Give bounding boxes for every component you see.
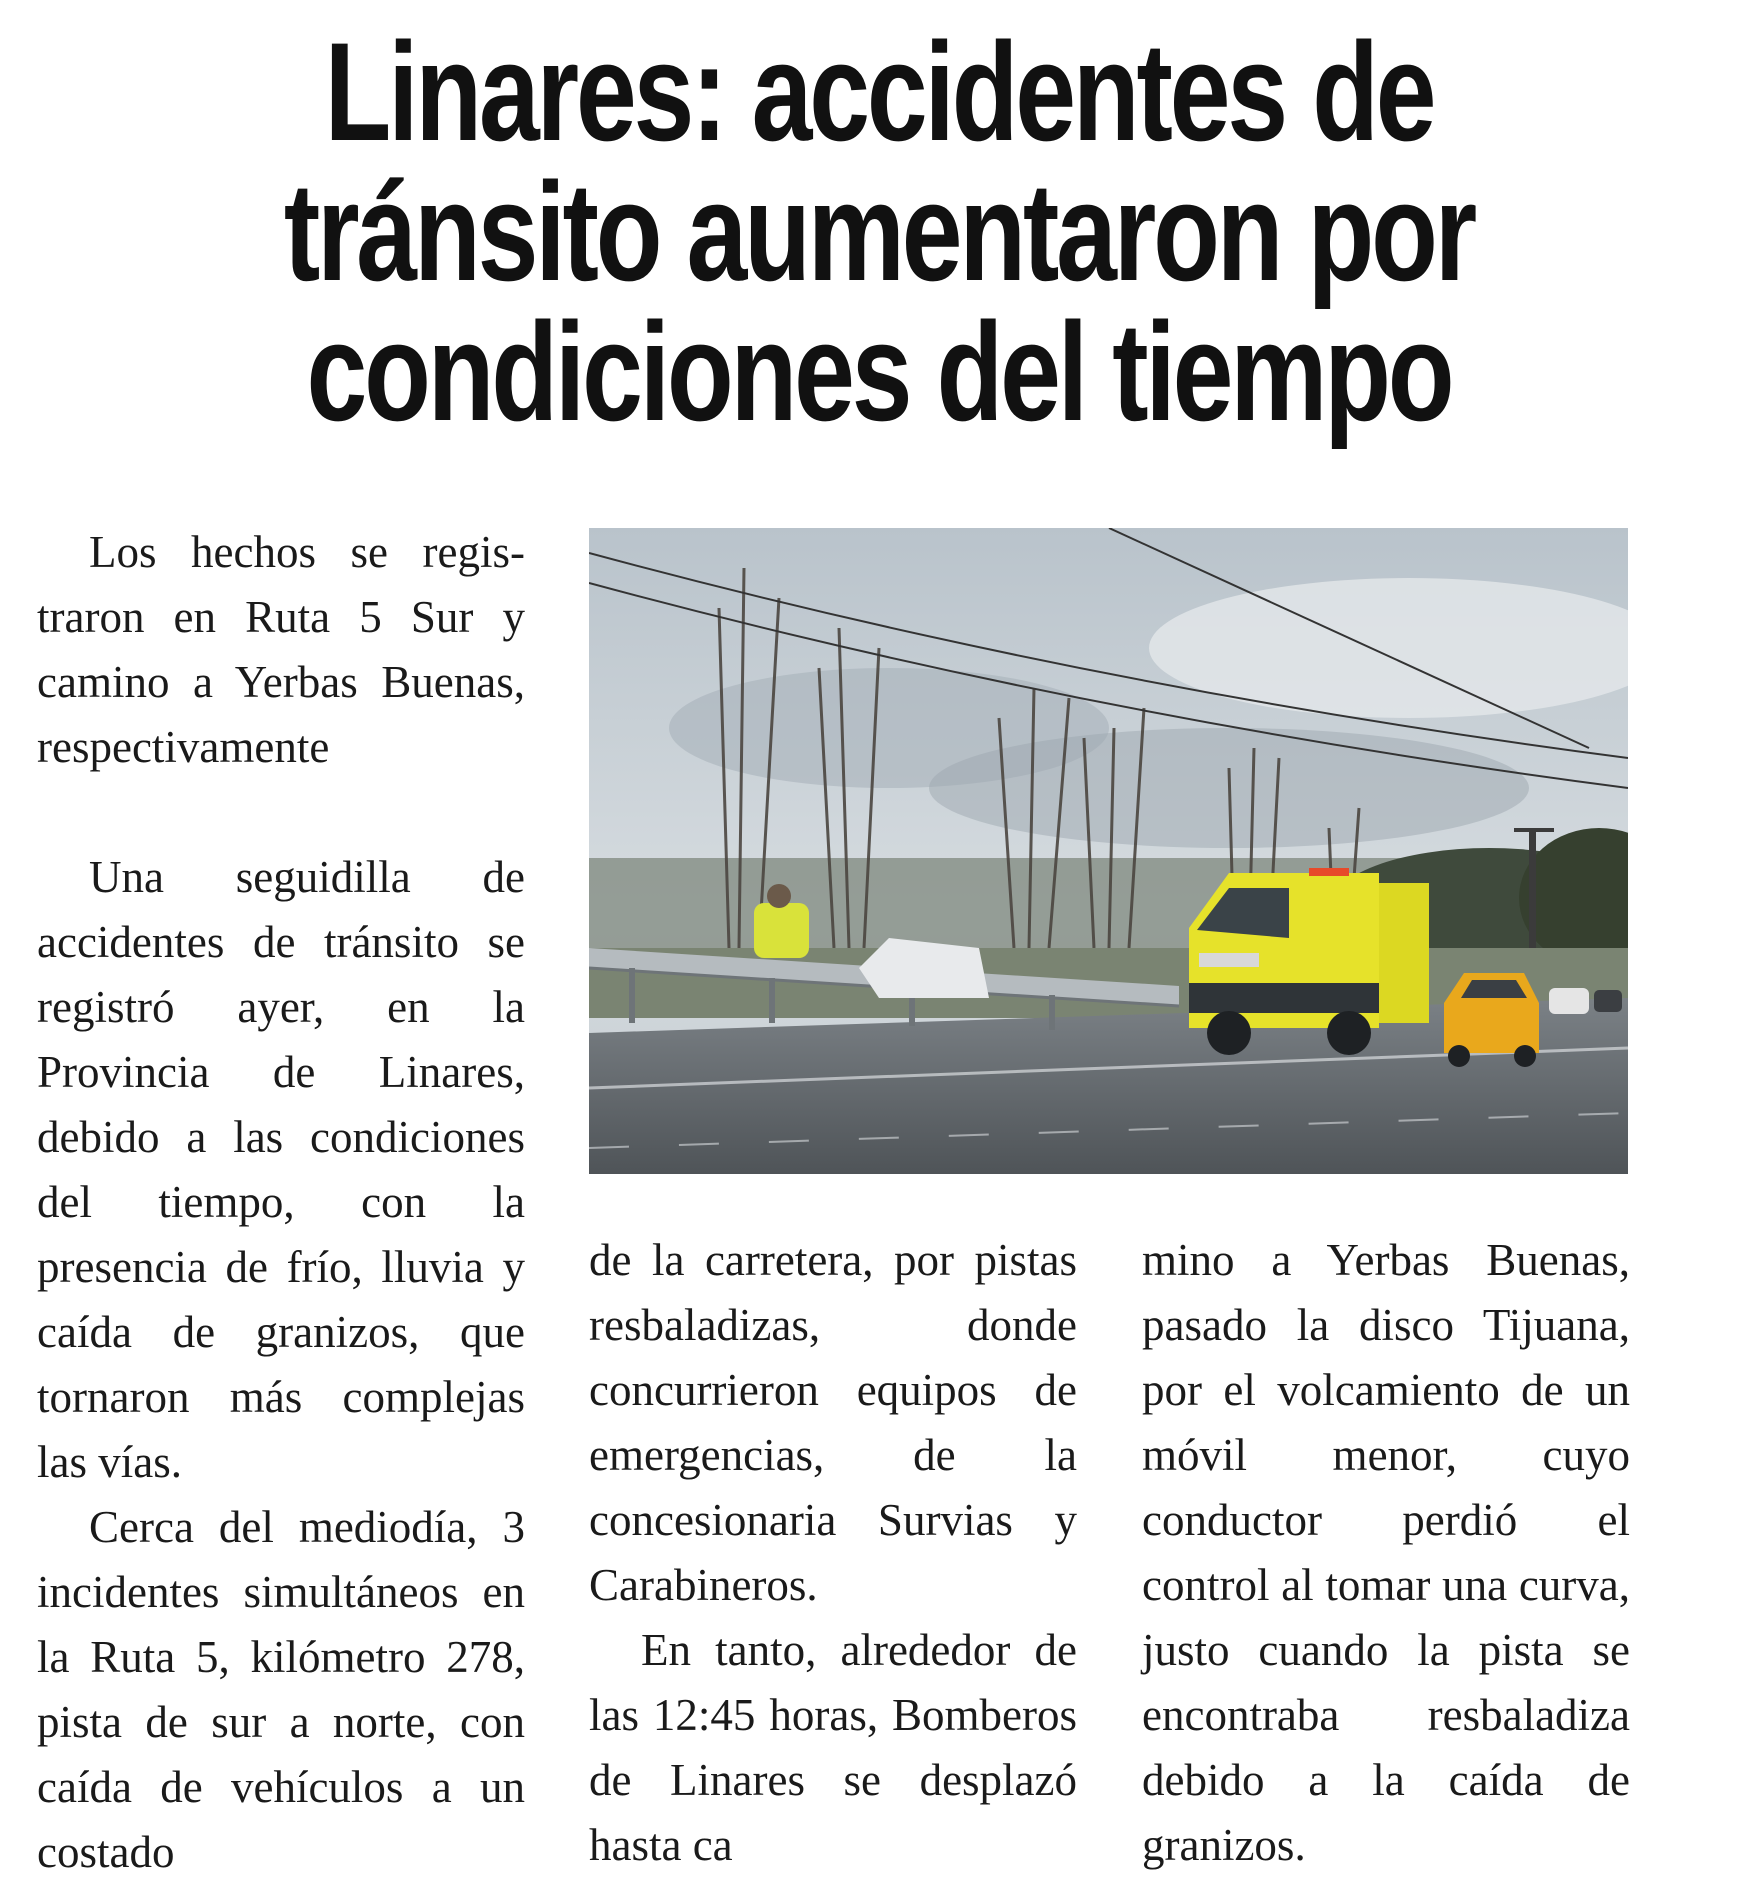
news-photo [589, 528, 1628, 1174]
paragraph-3-start: En tanto, alrededor de las 12:45 horas, Bomberos de Linares se desplazó hasta ca [589, 1625, 1077, 1870]
column-1 [37, 520, 525, 1885]
column-3 [1142, 1228, 1630, 1878]
column-2 [589, 1228, 1077, 1878]
deck-spacer [37, 780, 525, 845]
paragraph-3-end: mino a Yerbas Buenas, pasado la disco Tijuana, por el volcamiento de un móvil menor, cuyo conductor perdió el control al tomar una curva, justo cuando la pista se encontraba resbaladiza debido a la caída de granizos. [1142, 1235, 1630, 1870]
paragraph-2-end: de la carretera, por pistas resbaladizas, donde concurrieron equipos de emergencias, de la concesionaria Survias y Carabineros. [589, 1235, 1077, 1610]
ambulance-road-photo-icon [589, 528, 1628, 1174]
paragraph-1: Una seguidilla de accidentes de tránsito se registró ayer, en la Provincia de Linares, debido a las condiciones del tiempo, con la presencia de frío, lluvia y caída de granizos, que tornaron más complejas las vías. [37, 852, 525, 1487]
deck-text: Los hechos se registraron en Ruta 5 Sur y camino a Yerbas Buenas, respectivamente [37, 527, 525, 772]
paragraph-2-start: Cerca del mediodía, 3 incidentes simultáneos en la Ruta 5, kilómetro 278, pista de sur a norte, con caída de vehículos a un costado [37, 1502, 525, 1877]
headline: Linares: accidentes de tránsito aumentaron por condiciones del tiempo [283, 13, 1475, 450]
